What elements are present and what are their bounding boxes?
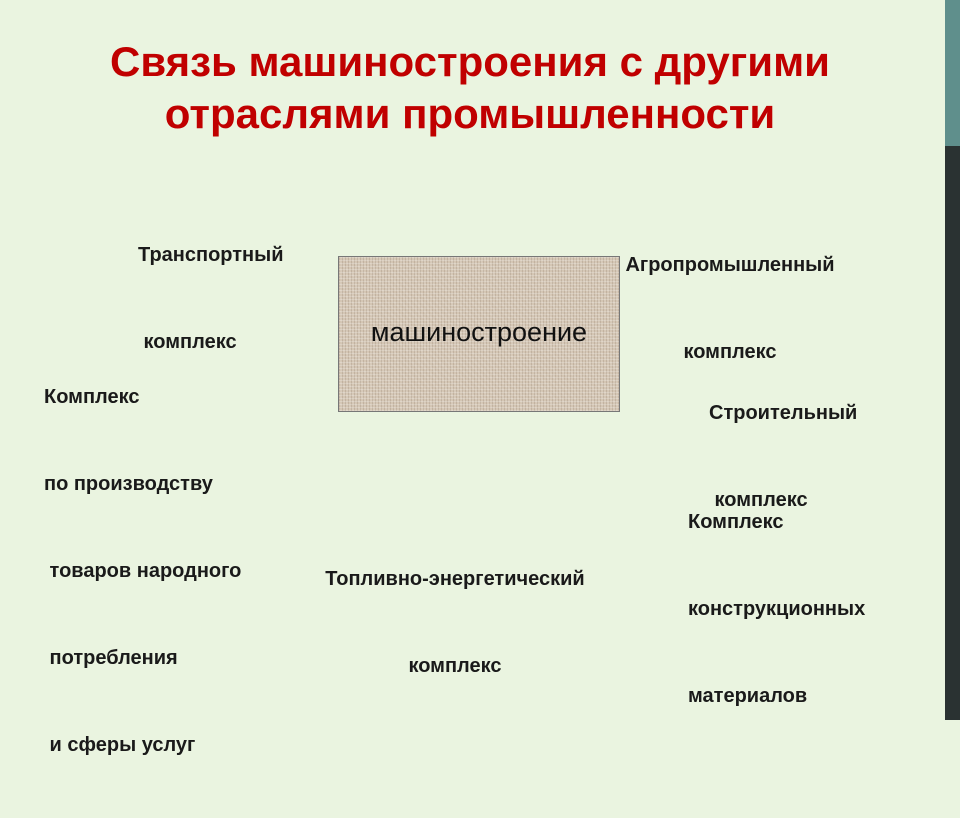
sector-fuel-line-2: комплекс (408, 655, 502, 677)
sector-materials-line-3: материалов (688, 685, 808, 707)
sector-consumer-line-5: и сферы услуг (44, 734, 196, 756)
sector-transport-line-1: Транспортный (138, 244, 284, 266)
sector-transport-line-2: комплекс (138, 331, 237, 353)
sector-fuel-line-1: Топливно-энергетический (325, 568, 585, 590)
center-label: машиностроение (370, 317, 588, 347)
accent-bar-top (945, 0, 960, 146)
slide-title-line-2: отраслями промышленности (164, 90, 776, 137)
slide-title-line-1: Связь машиностроения с другими (110, 38, 830, 85)
sector-construction-line-2: комплекс (709, 489, 808, 511)
sector-materials-line-2: конструкционных (688, 598, 866, 620)
sector-construction-line-1: Строительный (709, 402, 858, 424)
sector-fuel-energy (290, 507, 620, 739)
sector-consumer-line-3: товаров народного (44, 560, 242, 582)
center-box-mechanical-engineering (338, 256, 620, 412)
slide-title (20, 36, 920, 140)
sector-materials-line-1: Комплекс (688, 511, 784, 533)
sector-agro-line-2: комплекс (683, 341, 777, 363)
sector-consumer-goods (44, 325, 241, 818)
sector-materials (688, 450, 865, 769)
sector-consumer-line-1: Комплекс (44, 386, 140, 408)
sector-consumer-line-2: по производству (44, 473, 213, 495)
sector-consumer-line-4: потребления (44, 647, 178, 669)
sector-agro-line-1: Агропромышленный (625, 254, 835, 276)
accent-bar-bottom (945, 146, 960, 720)
